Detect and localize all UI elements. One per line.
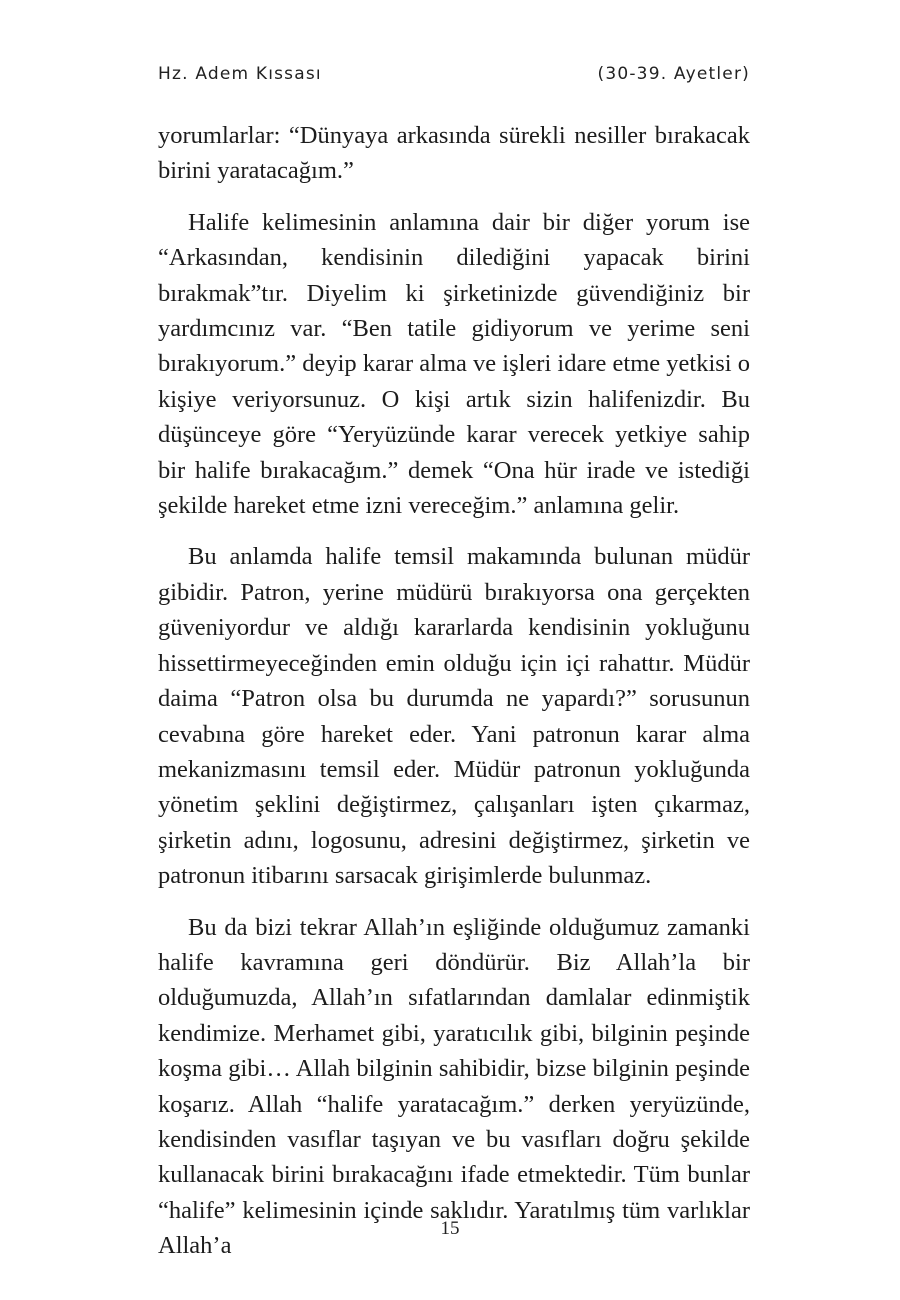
page-number: 15 bbox=[440, 1218, 460, 1239]
paragraph-continuation: yorumlarlar: “Dünyaya arkasında sürekli nesiller bırakacak birini yaratacağım.” bbox=[158, 122, 750, 185]
running-header bbox=[158, 64, 750, 88]
body-text bbox=[158, 118, 750, 1280]
header-verse-range: (30-39. Ayetler) bbox=[597, 64, 750, 84]
paragraph: Bu anlamda halife temsil makamında bulunan müdür gibidir. Patron, yerine müdürü bırakıyorsa ona gerçekten güveniyordur ve aldığı kararlarda kendisinin yokluğunu hissettirmeyeceğinden emin olduğu için içi rahattır. Müdür daima “Patron olsa bu durumda ne yapardı?” sorusunun cevabına göre hareket eder. Yani patronun karar alma mekanizmasını temsil eder. Müdür patronun yokluğunda yönetim şeklini değiştirmez, çalışanları işten çıkarmaz, şirketin adını, logosunu, adresini değiştirmez, şirketin ve patronun itibarını sarsacak girişimlerde bulunmaz. bbox=[158, 543, 750, 890]
paragraph: Halife kelimesinin anlamına dair bir diğer yorum ise “Arkasından, kendisinin dilediğini yapacak birini bırakmak”tır. Diyelim ki şirketinizde güvendiğiniz bir yardımcınız var. “Ben tatile gidiyorum ve yerime seni bırakıyorum.” deyip karar alma ve işleri idare etme yetkisi o kişiye veriyorsunuz. O kişi artık sizin halifenizdir. Bu düşünceye göre “Yeryüzünde karar verecek yetkiye sahip bir halife bırakacağım.” demek “Ona hür irade ve istediği şekilde hareket etme izni vereceğim.” anlamına gelir. bbox=[158, 208, 750, 520]
paragraph: Bu da bizi tekrar Allah’ın eşliğinde olduğumuz zamanki halife kavramına geri döndürür. Biz Allah’la bir olduğumuzda, Allah’ın sıfatlarından damlalar edinmiştik kendimize. Merhamet gibi, yaratıcılık gibi, bilginin peşinde koşma gibi… Allah bilginin sahibidir, bizse bilginin peşinde koşarız. Allah “halife yaratacağım.” derken yeryüzünde, kendisinden vasıflar taşıyan ve bu vasıfları doğru şekilde kullanacak birini bırakacağını ifade etmektedir. Tüm bunlar “halife” kelimesinin içinde saklıdır. Yaratılmış tüm varlıklar Allah’a bbox=[158, 913, 750, 1260]
header-book-section: Hz. Adem Kıssası bbox=[158, 64, 322, 84]
